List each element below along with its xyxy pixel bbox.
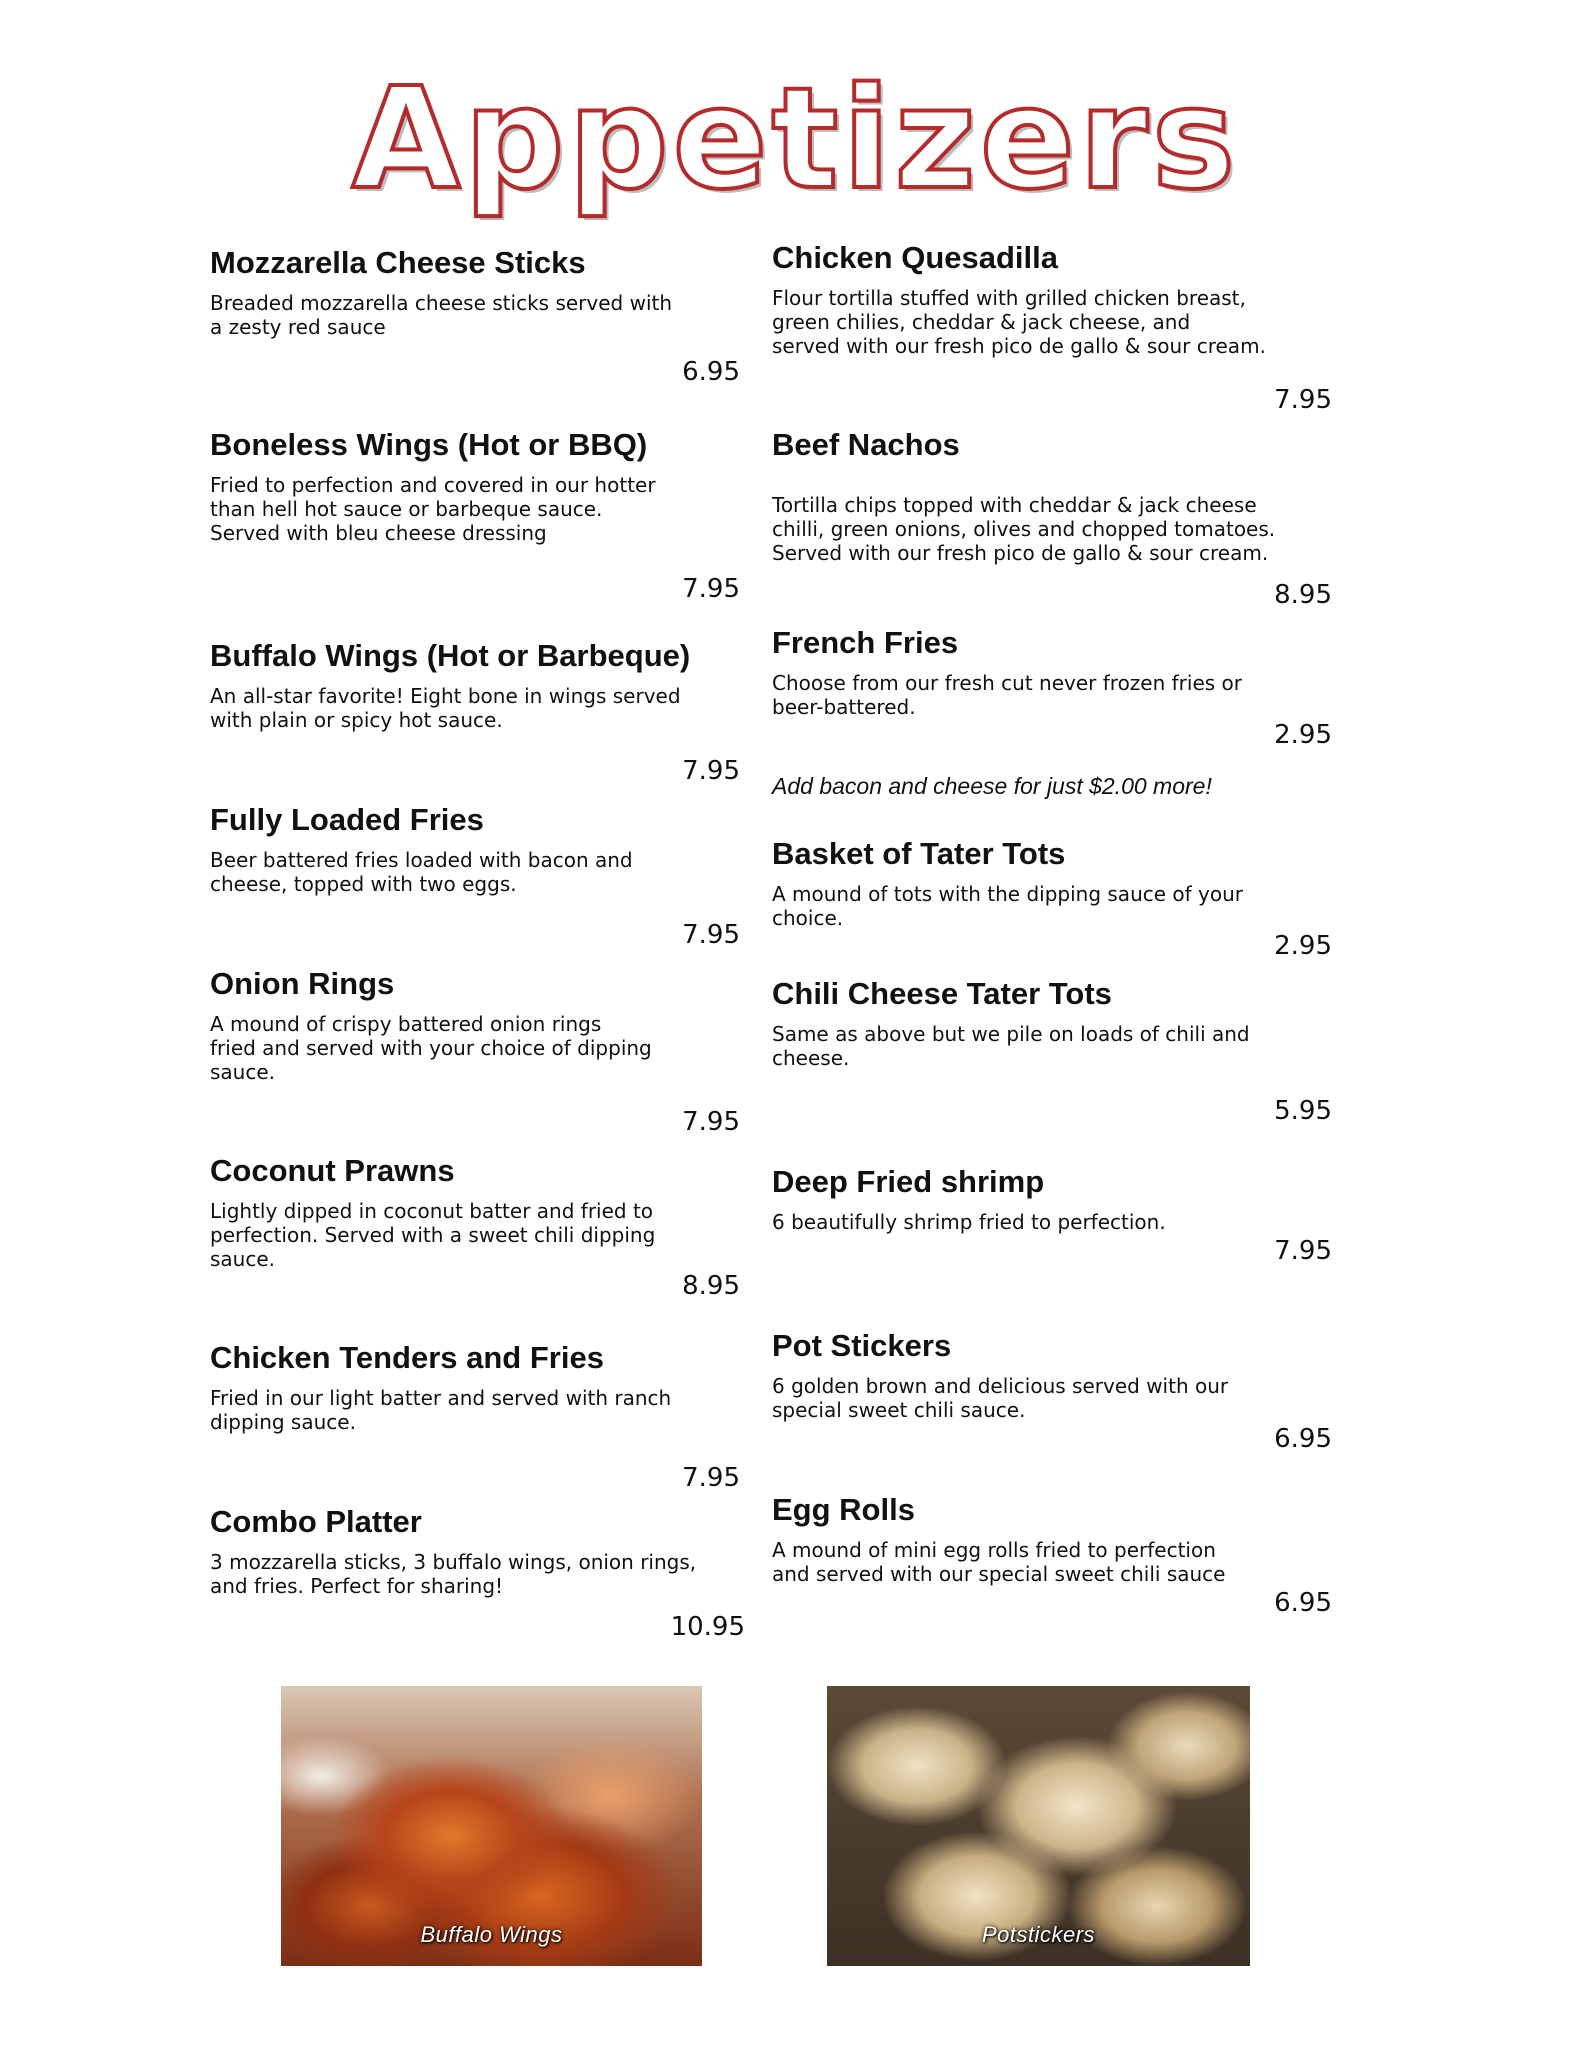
item-name: Onion Rings bbox=[210, 966, 395, 1001]
menu-item-french-fries bbox=[772, 625, 1332, 799]
item-description: Flour tortilla stuffed with grilled chicken breast, green chilies, cheddar & jack cheese, and served with our fresh pico de gallo & sour cream. bbox=[772, 286, 1266, 358]
item-price: 7.95 bbox=[682, 1463, 740, 1493]
item-description: Fried to perfection and covered in our hotter than hell hot sauce or barbeque sauce. Served with bleu cheese dressing bbox=[210, 473, 656, 545]
item-price: 7.95 bbox=[1274, 1236, 1332, 1266]
page-title: Appetizers bbox=[351, 58, 1240, 221]
item-name: Beef Nachos bbox=[772, 427, 960, 462]
menu-item-buffalo-wings bbox=[210, 638, 740, 786]
item-price: 7.95 bbox=[1274, 385, 1332, 415]
item-description: Breaded mozzarella cheese sticks served with a zesty red sauce bbox=[210, 291, 673, 339]
photo-caption: Buffalo Wings bbox=[420, 1922, 563, 1947]
item-description: A mound of crispy battered onion rings fried and served with your choice of dipping sauce. bbox=[210, 1012, 652, 1084]
item-name: Coconut Prawns bbox=[210, 1153, 455, 1188]
item-price: 8.95 bbox=[682, 1271, 740, 1301]
menu-item-pot-stickers bbox=[772, 1328, 1332, 1454]
item-description: Fried in our light batter and served with ranch dipping sauce. bbox=[210, 1386, 672, 1434]
menu-item-mozzarella-cheese-sticks bbox=[210, 245, 740, 387]
menu-item-egg-rolls bbox=[772, 1492, 1332, 1618]
menu-item-deep-fried-shrimp bbox=[772, 1164, 1332, 1266]
item-description: Choose from our fresh cut never frozen fries or beer-battered. bbox=[772, 671, 1242, 719]
menu-item-onion-rings bbox=[210, 966, 740, 1137]
buffalo-wings-photo bbox=[281, 1686, 702, 1966]
menu-item-basket-of-tater-tots bbox=[772, 836, 1332, 961]
item-name: Chicken Tenders and Fries bbox=[210, 1340, 604, 1375]
item-price: 2.95 bbox=[1274, 720, 1332, 750]
item-name: Chili Cheese Tater Tots bbox=[772, 976, 1112, 1011]
item-price: 6.95 bbox=[1274, 1588, 1332, 1618]
menu-item-chicken-tenders bbox=[210, 1340, 740, 1493]
item-price: 5.95 bbox=[1274, 1096, 1332, 1126]
item-name: Fully Loaded Fries bbox=[210, 802, 484, 837]
item-description: Lightly dipped in coconut batter and fried to perfection. Served with a sweet chili dipping sauce. bbox=[210, 1199, 656, 1271]
item-name: Combo Platter bbox=[210, 1504, 422, 1539]
item-description: A mound of tots with the dipping sauce of your choice. bbox=[772, 882, 1244, 930]
item-price: 6.95 bbox=[1274, 1424, 1332, 1454]
item-addon-note: Add bacon and cheese for just $2.00 more! bbox=[772, 773, 1212, 799]
item-description: 3 mozzarella sticks, 3 buffalo wings, onion rings, and fries. Perfect for sharing! bbox=[210, 1550, 697, 1598]
item-price: 6.95 bbox=[682, 357, 740, 387]
item-description: An all-star favorite! Eight bone in wings served with plain or spicy hot sauce. bbox=[210, 684, 681, 732]
menu-item-chili-cheese-tater-tots bbox=[772, 976, 1332, 1126]
item-price: 2.95 bbox=[1274, 931, 1332, 961]
menu-item-chicken-quesadilla bbox=[772, 240, 1332, 415]
item-name: French Fries bbox=[772, 625, 959, 660]
item-name: Chicken Quesadilla bbox=[772, 240, 1058, 275]
item-price: 7.95 bbox=[682, 756, 740, 786]
item-price: 8.95 bbox=[1274, 580, 1332, 610]
item-description: Beer battered fries loaded with bacon and cheese, topped with two eggs. bbox=[210, 848, 633, 896]
item-name: Deep Fried shrimp bbox=[772, 1164, 1045, 1199]
item-description: A mound of mini egg rolls fried to perfection and served with our special sweet chili sauce bbox=[772, 1538, 1226, 1586]
menu-item-fully-loaded-fries bbox=[210, 802, 740, 950]
item-price: 7.95 bbox=[682, 920, 740, 950]
item-name: Egg Rolls bbox=[772, 1492, 915, 1527]
menu-item-combo-platter bbox=[210, 1504, 745, 1642]
potstickers-photo bbox=[827, 1686, 1250, 1966]
item-name: Buffalo Wings (Hot or Barbeque) bbox=[210, 638, 691, 673]
item-description: Tortilla chips topped with cheddar & jack cheese chilli, green onions, olives and chopped tomatoes. Served with our fresh pico de gallo & sour cream. bbox=[772, 493, 1276, 565]
item-price: 7.95 bbox=[682, 574, 740, 604]
item-description: 6 beautifully shrimp fried to perfection. bbox=[772, 1210, 1166, 1234]
menu-item-beef-nachos bbox=[772, 427, 1332, 610]
item-price: 10.95 bbox=[670, 1612, 745, 1642]
item-description: 6 golden brown and delicious served with our special sweet chili sauce. bbox=[772, 1374, 1229, 1422]
item-price: 7.95 bbox=[682, 1107, 740, 1137]
item-name: Mozzarella Cheese Sticks bbox=[210, 245, 586, 280]
menu-item-boneless-wings bbox=[210, 427, 740, 604]
item-name: Pot Stickers bbox=[772, 1328, 952, 1363]
photo-caption: Potstickers bbox=[981, 1922, 1096, 1947]
item-name: Boneless Wings (Hot or BBQ) bbox=[210, 427, 648, 462]
item-name: Basket of Tater Tots bbox=[772, 836, 1066, 871]
item-description: Same as above but we pile on loads of chili and cheese. bbox=[772, 1022, 1250, 1070]
menu-item-coconut-prawns bbox=[210, 1153, 740, 1301]
